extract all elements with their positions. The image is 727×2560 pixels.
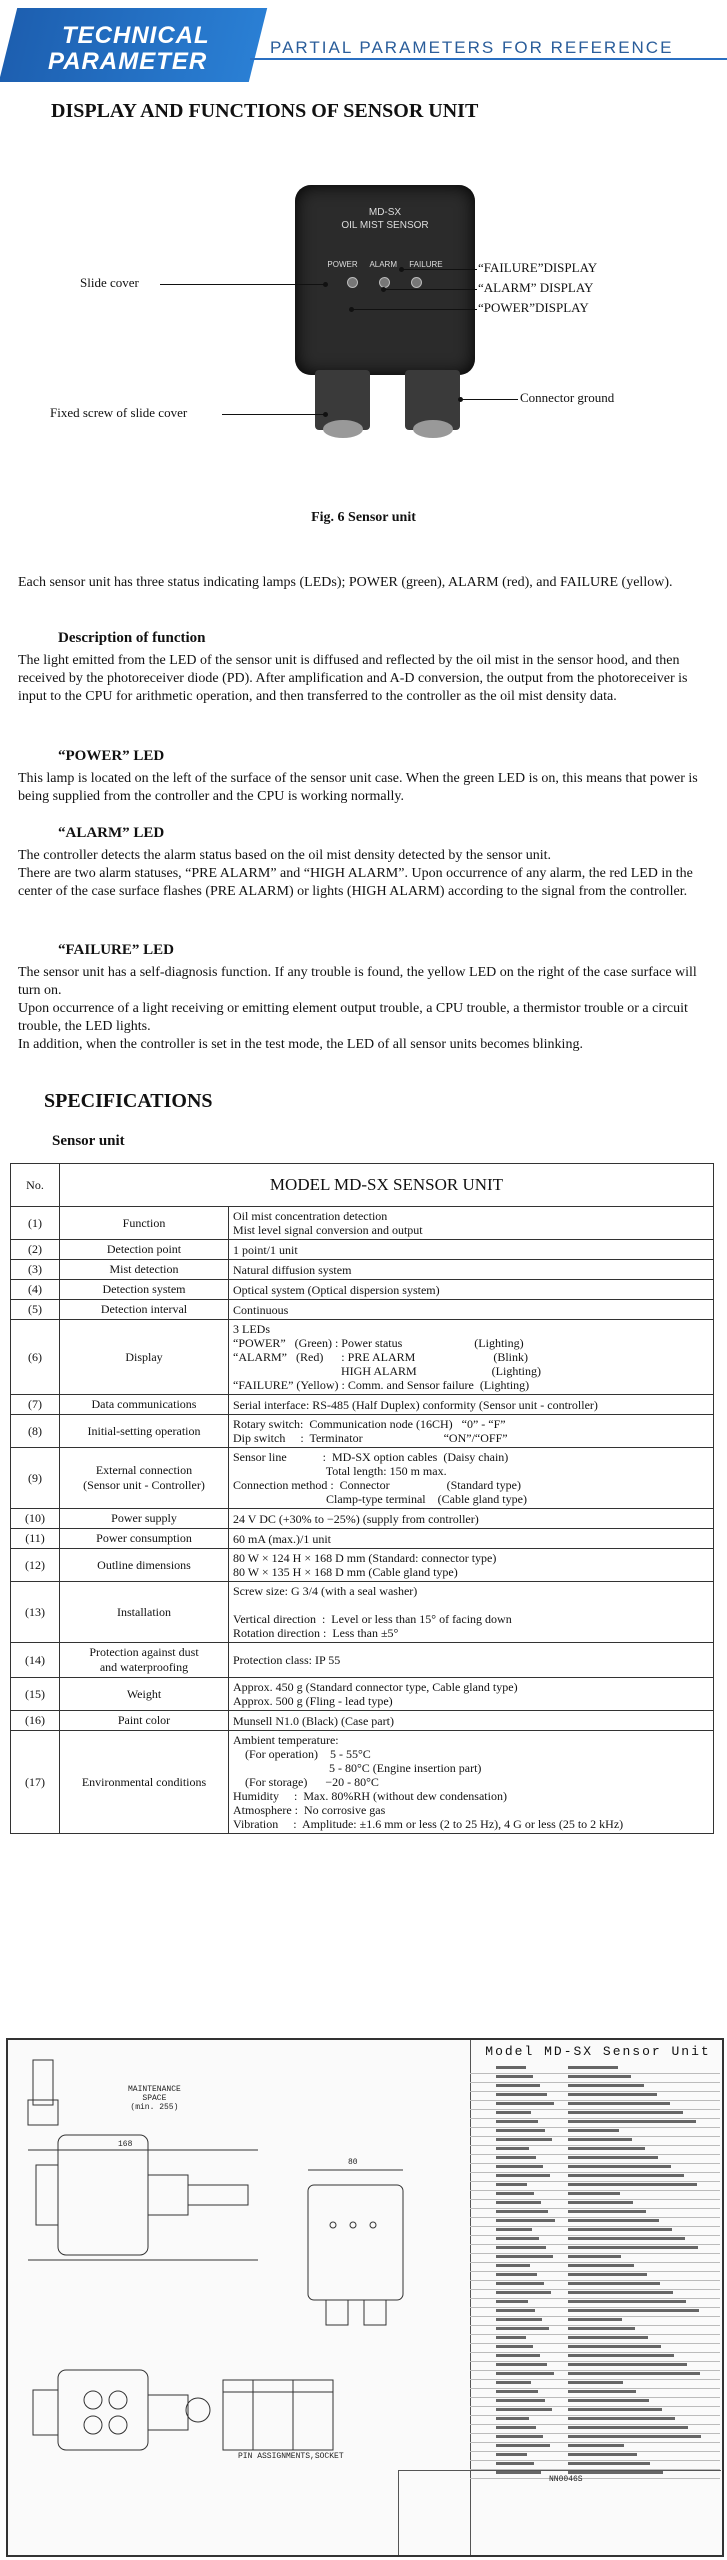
spec-row [11,1260,714,1280]
alarm-led-paragraph: The controller detects the alarm status based on the oil mist density detected by the sensor unit. There are two alarm statuses, “PRE ALARM” and “HIGH ALARM”. Upon occurrence of any alarm, the red LED in the center of the case surface flashes (PRE ALARM) or lights (HIGH ALARM) according to the signal from the controller. [18,848,693,899]
spec-row-number: (8) [11,1415,60,1448]
drawing-title-block [398,2470,721,2555]
intro-paragraph: Each sensor unit has three status indicating lamps (LEDs); POWER (green), ALARM (red), and FAILURE (yellow). [18,575,673,590]
spec-row-item: Detection interval [60,1300,229,1320]
maintenance-space-label: MAINTENANCE SPACE (min. 255) [128,2085,181,2112]
spec-row-item: Environmental conditions [60,1731,229,1834]
spec-row-item: External connection (Sensor unit - Controller) [60,1448,229,1509]
spec-row-number: (15) [11,1678,60,1711]
spec-row-number: (6) [11,1320,60,1395]
spec-row-value: Sensor line : MD-SX option cables (Daisy chain) Total length: 150 m max. Connection method : Connector (Standard type) Clamp-type terminal (Cable gland type) [229,1448,714,1509]
connector-left-end [323,420,363,438]
spec-row-item: Detection system [60,1280,229,1300]
col-model-header: MODEL MD-SX SENSOR UNIT [60,1164,714,1207]
technical-parameter-banner [0,0,727,86]
spec-row [11,1280,714,1300]
leader-connector [460,399,518,400]
banner-rule [250,58,727,60]
spec-row-value: 3 LEDs “POWER” (Green) : Power status (Lighting) “ALARM” (Red) : PRE ALARM (Blink) HIGH ALARM (Lighting) “FAILURE” (Yellow) : Comm. and Sensor failure (Lighting) [229,1320,714,1395]
leader-dot [349,307,354,312]
spec-row [11,1549,714,1582]
section-title: DISPLAY AND FUNCTIONS OF SENSOR UNIT [51,100,479,122]
spec-row-number: (16) [11,1711,60,1731]
spec-row-item: Installation [60,1582,229,1643]
spec-row [11,1711,714,1731]
figure-caption: Fig. 6 Sensor unit [311,510,416,525]
spec-table [10,1163,714,1834]
spec-row [11,1582,714,1643]
spec-row-value: Continuous [229,1300,714,1320]
leader-dot [399,267,404,272]
spec-row [11,1395,714,1415]
spec-row-item: Protection against dust and waterproofing [60,1643,229,1678]
spec-row-number: (4) [11,1280,60,1300]
dimension-80: 80 [348,2158,358,2167]
spec-row-value: Protection class: IP 55 [229,1643,714,1678]
outline-drawing [6,2038,724,2557]
spec-row-number: (5) [11,1300,60,1320]
alarm-led-heading: “ALARM” LED [58,825,165,841]
spec-row-item: Data communications [60,1395,229,1415]
spec-row [11,1207,714,1240]
spec-row-item: Power consumption [60,1529,229,1549]
spec-row-number: (10) [11,1509,60,1529]
label-slide-cover: Slide cover [80,275,139,290]
col-no-header: No. [11,1164,60,1207]
label-power-display: “POWER”DISPLAY [478,300,589,315]
spec-row [11,1529,714,1549]
description-paragraph: The light emitted from the LED of the sensor unit is diffused and reflected by the oil mist in the sensor hood, and then received by the photoreceiver diode (PD). After amplification and A-D conversion, the output from the photoreceiver is input to the CPU for arithmetic operation, and then transferred to the controller as the oil mist density data. [18,653,688,704]
spec-row-number: (13) [11,1582,60,1643]
spec-row-item: Function [60,1207,229,1240]
spec-row [11,1240,714,1260]
spec-row-item: Power supply [60,1509,229,1529]
dimension-168: 168 [118,2140,133,2149]
drawing-views [8,2040,468,2470]
spec-table-body [11,1207,714,1834]
spec-row-value: Approx. 450 g (Standard connector type, Cable gland type) Approx. 500 g (Fling - lead type) [229,1678,714,1711]
device-power-text: POWER [327,260,358,269]
spec-row-number: (14) [11,1643,60,1678]
leader-power [351,309,477,310]
spec-row-number: (9) [11,1448,60,1509]
power-led-heading: “POWER” LED [58,748,165,764]
spec-row [11,1509,714,1529]
pin-assignment-label: PIN ASSIGNMENTS,SOCKET [238,2452,344,2461]
leader-alarm [383,289,477,290]
failure-led-paragraph: The sensor unit has a self-diagnosis function. If any trouble is found, the yellow LED on the right of the case surface will turn on. Upon occurrence of a light receiving or emitting element output trouble, a CPU trouble, a thermistor trouble or a circuit trouble, the LED lights. In addition, when the controller is set in the test mode, the LED of all sensor units becomes blinking. [18,965,697,1052]
spec-table-header [11,1164,714,1207]
spec-row-value: Oil mist concentration detection Mist level signal conversion and output [229,1207,714,1240]
spec-row-item: Mist detection [60,1260,229,1280]
spec-row-item: Initial-setting operation [60,1415,229,1448]
spec-row-number: (11) [11,1529,60,1549]
spec-row-number: (1) [11,1207,60,1240]
spec-row-value: 80 W × 124 H × 168 D mm (Standard: connector type) 80 W × 135 H × 168 D mm (Cable gland type) [229,1549,714,1582]
spec-row-value: Optical system (Optical dispersion system) [229,1280,714,1300]
spec-row-number: (17) [11,1731,60,1834]
drawing-doc-number: NN0046S [549,2475,583,2484]
sensor-unit-figure [40,165,690,465]
drawing-title: Model MD-SX Sensor Unit [485,2044,711,2059]
device-name-text: OIL MIST SENSOR [341,220,429,231]
leader-dot [458,397,463,402]
label-alarm-display: “ALARM” DISPLAY [478,280,594,295]
label-connector-ground: Connector ground [520,390,615,405]
leader-failure [401,269,477,270]
device-failure-text: FAILURE [409,260,443,269]
spec-row [11,1643,714,1678]
power-led-paragraph: This lamp is located on the left of the surface of the sensor unit case. When the green LED is on, this means that power is being supplied from the controller and the CPU is working normally. [18,771,698,804]
spec-row-value: Natural diffusion system [229,1260,714,1280]
sensor-unit-subheading: Sensor unit [52,1133,125,1149]
device-model-text: MD-SX [368,207,402,218]
spec-row-number: (3) [11,1260,60,1280]
spec-row-value: Rotary switch: Communication node (16CH) “0” - “F” Dip switch : Terminator “ON”/“OFF” [229,1415,714,1448]
spec-row-item: Detection point [60,1240,229,1260]
spec-row [11,1731,714,1834]
connector-right-end [413,420,453,438]
leader-slide-cover [160,284,325,285]
spec-row-number: (12) [11,1549,60,1582]
label-failure-display: “FAILURE”DISPLAY [478,260,598,275]
spec-row [11,1448,714,1509]
label-fixed-screw: Fixed screw of slide cover [50,405,188,420]
spec-row-value: 24 V DC (+30% to −25%) (supply from controller) [229,1509,714,1529]
leader-dot [323,412,328,417]
spec-row [11,1678,714,1711]
failure-led-icon [411,277,422,288]
spec-row [11,1300,714,1320]
spec-row-number: (2) [11,1240,60,1260]
banner-line1: TECHNICAL [62,22,210,49]
spec-row-item: Paint color [60,1711,229,1731]
description-heading: Description of function [58,630,206,646]
spec-row-item: Outline dimensions [60,1549,229,1582]
spec-row-number: (7) [11,1395,60,1415]
banner-line2: PARAMETER [48,48,208,75]
spec-row-value: Munsell N1.0 (Black) (Case part) [229,1711,714,1731]
specifications-heading: SPECIFICATIONS [44,1090,213,1112]
leader-fixed-screw [222,414,325,415]
leader-dot [323,282,328,287]
spec-row-value: 1 point/1 unit [229,1240,714,1260]
banner-subtitle: PARTIAL PARAMETERS FOR REFERENCE [270,38,674,57]
spec-row [11,1320,714,1395]
spec-row [11,1415,714,1448]
leader-dot [381,287,386,292]
spec-row-value: Screw size: G 3/4 (with a seal washer) Vertical direction : Level or less than 15° of facing down Rotation direction : Less than ±5° [229,1582,714,1643]
spec-row-value: 60 mA (max.)/1 unit [229,1529,714,1549]
spec-row-value: Ambient temperature: (For operation) 5 - 55°C 5 - 80°C (Engine insertion part) (For storage) −20 - 80°C Humidity : Max. 80%RH (without dew condensation) Atmosphere : No corrosive gas Vibration : Amplitude: ±1.6 mm or less (2 to 25 Hz), 4 G or less (25 to 2 kHz) [229,1731,714,1834]
device-alarm-text: ALARM [369,260,397,269]
failure-led-heading: “FAILURE” LED [58,942,174,958]
spec-row-item: Weight [60,1678,229,1711]
sensor-body-image [295,185,475,375]
power-led-icon [347,277,358,288]
spec-row-value: Serial interface: RS-485 (Half Duplex) conformity (Sensor unit - controller) [229,1395,714,1415]
spec-row-item: Display [60,1320,229,1395]
